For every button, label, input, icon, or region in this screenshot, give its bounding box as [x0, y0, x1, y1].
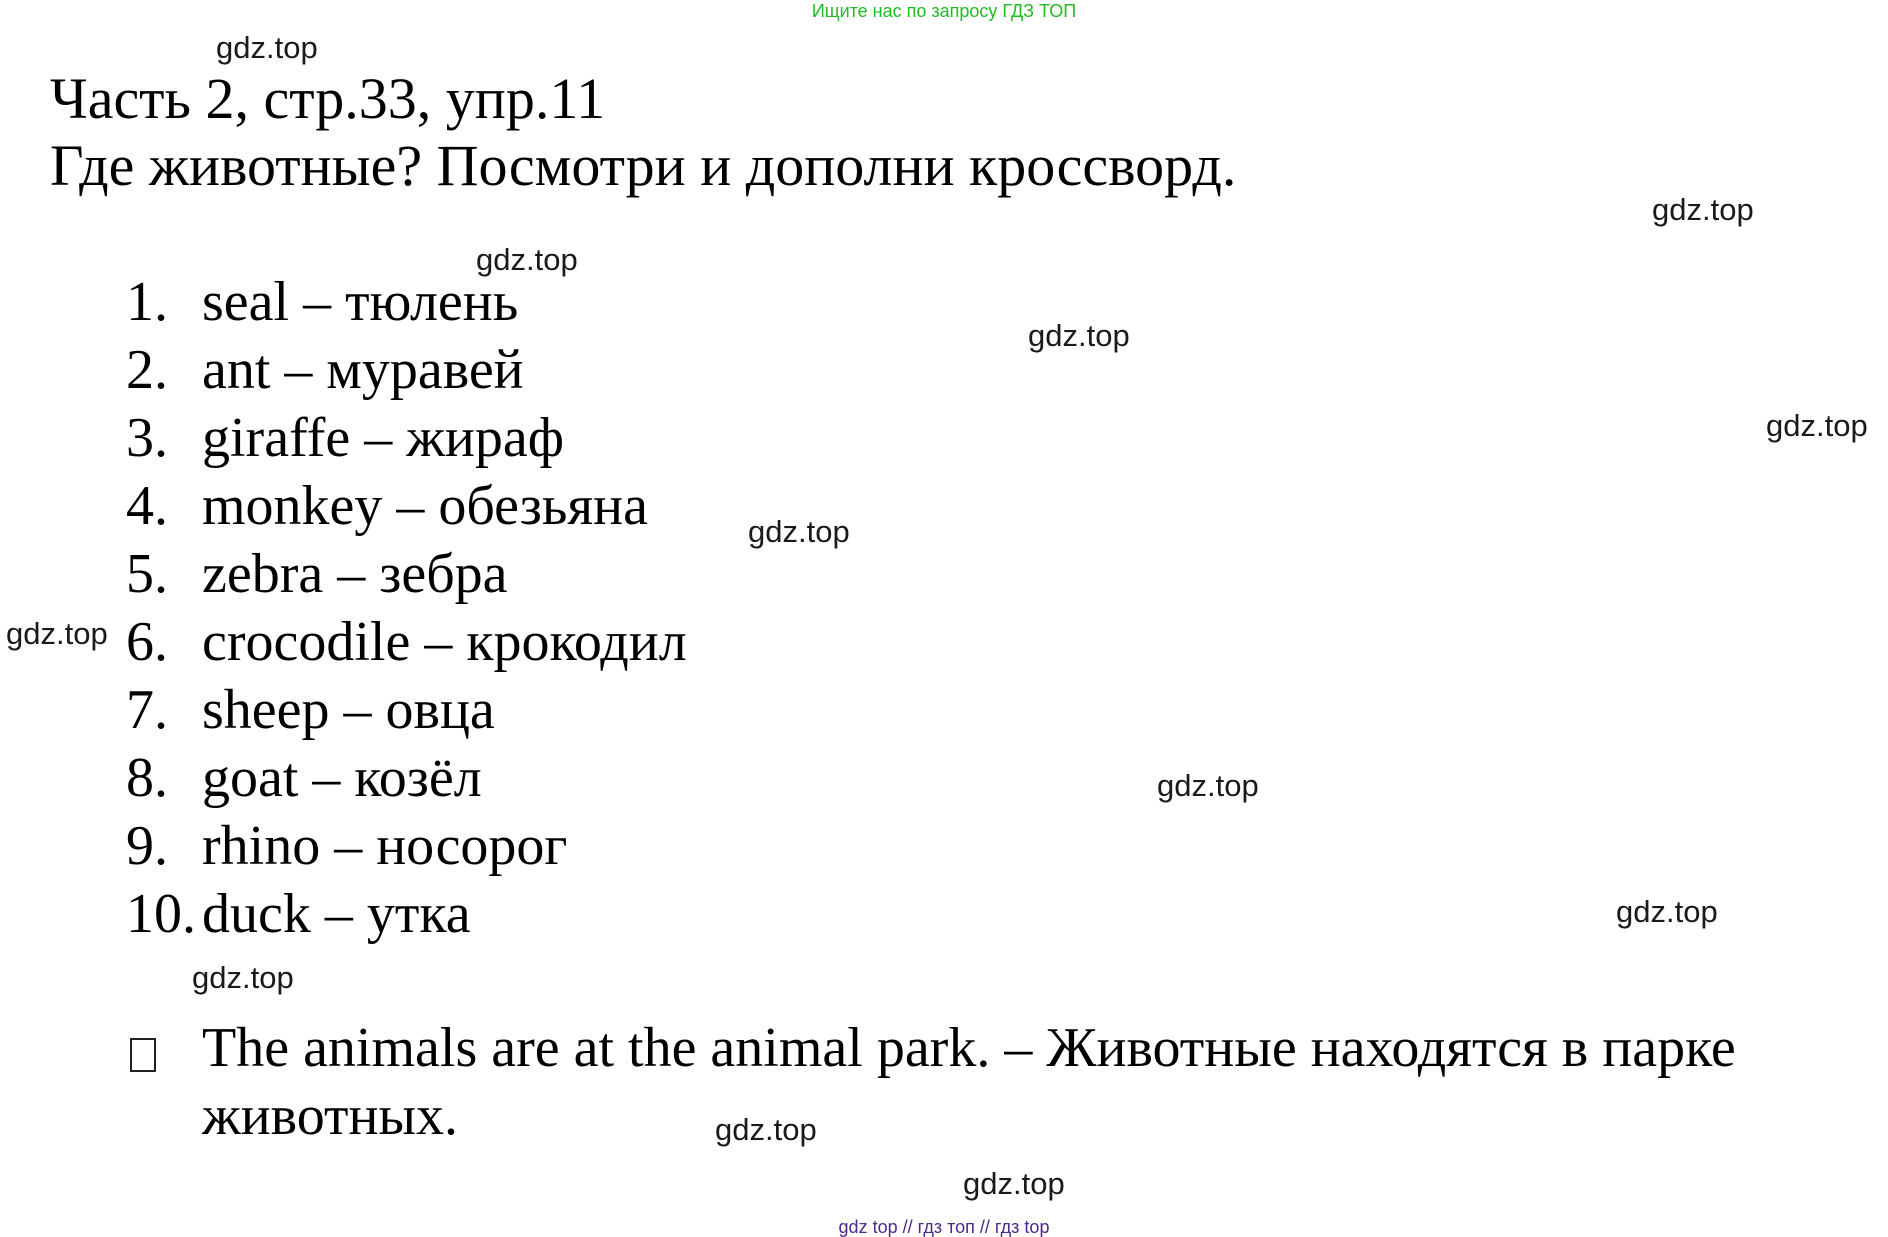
item-number: 1. [126, 271, 168, 333]
watermark: gdz.top [1616, 894, 1718, 929]
watermark: gdz.top [216, 30, 318, 65]
item-number: 8. [126, 747, 168, 809]
watermark: gdz.top [476, 242, 578, 277]
item-number: 2. [126, 339, 168, 401]
item-number: 5. [126, 543, 168, 605]
item-number: 6. [126, 611, 168, 673]
item-text: seal – тюлень [202, 271, 519, 333]
item-text: monkey – обезьяна [202, 475, 648, 537]
checkbox-bullet-icon [130, 1038, 156, 1072]
item-number: 10. [126, 883, 196, 945]
exercise-instruction: Где животные? Посмотри и дополни кроссворд. [50, 133, 1237, 198]
item-text: ant – муравей [202, 339, 524, 401]
footer-watermark: gdz top // гдз топ // гдз top [838, 1217, 1050, 1237]
item-text: giraffe – жираф [202, 407, 565, 469]
item-number: 3. [126, 407, 168, 469]
item-number: 7. [126, 679, 168, 741]
item-text: crocodile – крокодил [202, 611, 687, 673]
item-number: 4. [126, 475, 168, 537]
watermark: gdz.top [1766, 408, 1868, 443]
item-text: goat – козёл [202, 747, 482, 809]
watermark: gdz.top [1028, 318, 1130, 353]
watermark: gdz.top [748, 514, 850, 549]
item-number: 9. [126, 815, 168, 877]
top-banner: Ищите нас по запросу ГДЗ ТОП [811, 1, 1077, 21]
watermark: gdz.top [192, 960, 294, 995]
item-text: zebra – зебра [202, 543, 508, 605]
answer-sentence: The animals are at the animal park. – Животные находятся в парке животных. [202, 1017, 1736, 1147]
watermark: gdz.top [1652, 192, 1754, 227]
watermark: gdz.top [6, 616, 108, 651]
page-title: Часть 2, стр.33, упр.11 [50, 66, 606, 131]
watermark: gdz.top [715, 1112, 817, 1147]
item-text: rhino – носорог [202, 815, 568, 877]
watermark: gdz.top [963, 1166, 1065, 1201]
item-text: duck – утка [202, 883, 471, 945]
watermark: gdz.top [1157, 768, 1259, 803]
item-text: sheep – овца [202, 679, 495, 741]
